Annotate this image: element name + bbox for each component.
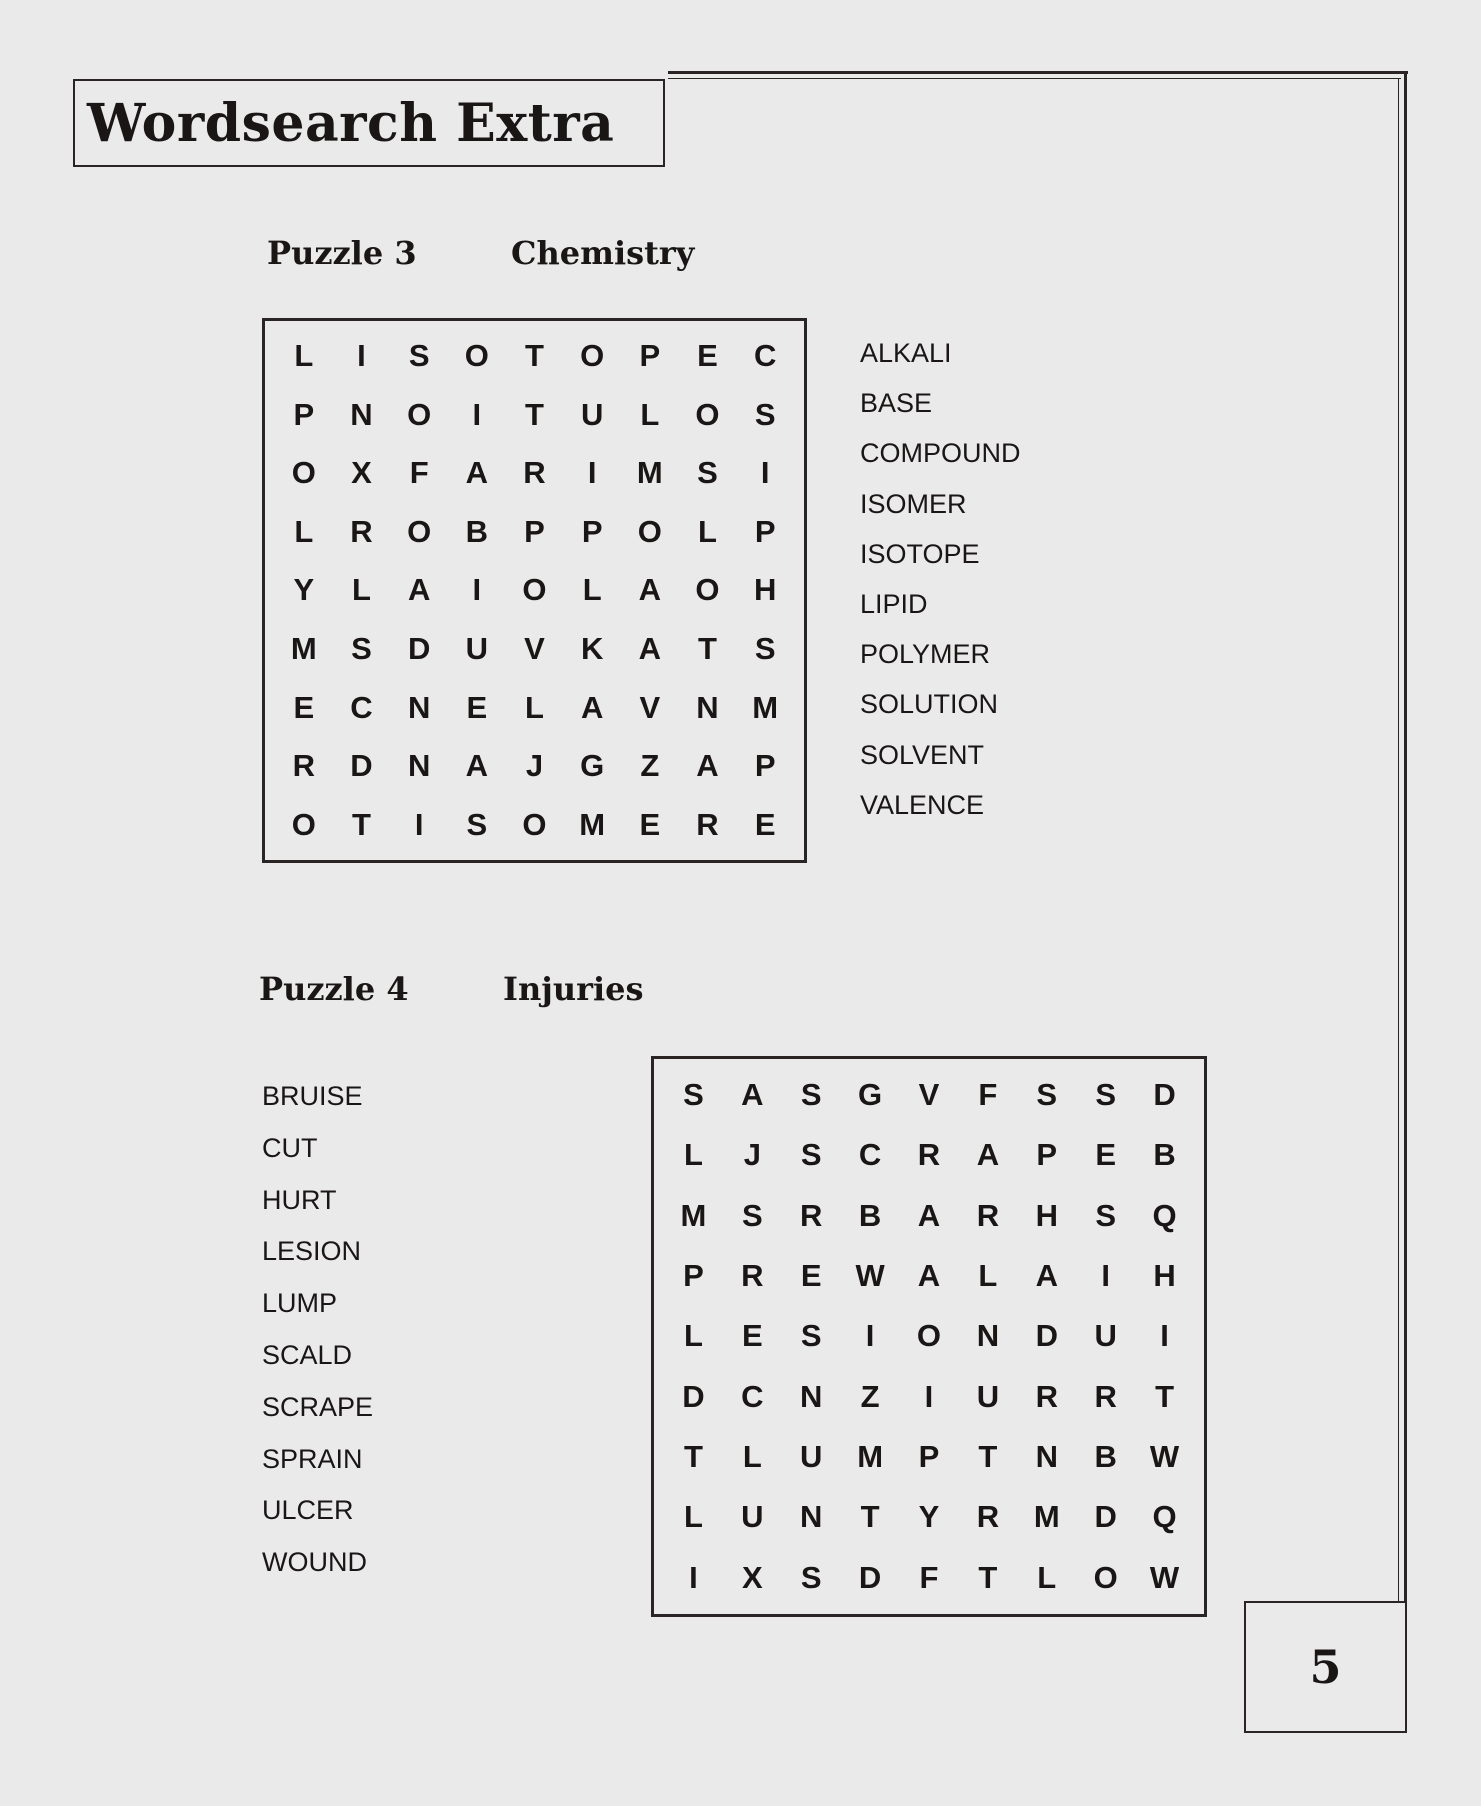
grid-letter[interactable]: S	[800, 1318, 822, 1354]
grid-letter[interactable]: U	[465, 631, 489, 667]
grid-letter[interactable]: H	[1153, 1258, 1176, 1294]
grid-letter[interactable]: N	[696, 689, 719, 725]
grid-letter[interactable]: T	[860, 1499, 880, 1535]
word-list-item: HURT	[262, 1184, 337, 1215]
grid-letter[interactable]: I	[357, 338, 366, 374]
page-frame-right-inner	[1398, 78, 1399, 1601]
word-list-item: LUMP	[262, 1288, 338, 1319]
grid-letter[interactable]: Z	[640, 748, 660, 784]
grid-letter[interactable]: S	[800, 1077, 822, 1113]
grid-letter[interactable]: S	[351, 631, 372, 667]
grid-letter[interactable]: P	[754, 748, 776, 784]
puzzle-3-topic: Chemistry	[511, 234, 695, 272]
word-list-item: SCRAPE	[262, 1391, 374, 1422]
grid-letter[interactable]: E	[800, 1258, 822, 1294]
grid-letter[interactable]: T	[525, 396, 544, 432]
grid-letter[interactable]: A	[976, 1137, 1000, 1173]
grid-letter[interactable]: N	[976, 1318, 1000, 1354]
grid-letter[interactable]: P	[524, 513, 545, 549]
grid-letter[interactable]: J	[525, 748, 544, 784]
grid-letter[interactable]: D	[1035, 1318, 1058, 1354]
grid-letter[interactable]: S	[800, 1559, 822, 1595]
grid-letter[interactable]: A	[465, 455, 489, 491]
word-list-item: SOLVENT	[860, 739, 985, 770]
grid-letter[interactable]: R	[917, 1137, 941, 1173]
grid-letter[interactable]: E	[741, 1318, 763, 1354]
grid-letter[interactable]: U	[580, 396, 604, 432]
grid-letter[interactable]: P	[581, 513, 603, 549]
grid-letter[interactable]: L	[683, 1318, 703, 1354]
grid-letter[interactable]: Y	[293, 572, 315, 608]
grid-letter[interactable]: C	[350, 689, 373, 725]
page-number: 5	[1309, 1640, 1342, 1694]
word-list-item: POLYMER	[860, 639, 991, 670]
grid-letter[interactable]: I	[414, 806, 424, 842]
grid-letter[interactable]: N	[407, 748, 431, 784]
grid-letter[interactable]: S	[800, 1137, 822, 1173]
grid-letter[interactable]: O	[580, 338, 605, 374]
page-frame-top	[668, 71, 1408, 74]
puzzle-4-grid	[651, 1056, 1207, 1617]
puzzle-4-topic: Injuries	[503, 970, 644, 1008]
grid-letter[interactable]: F	[919, 1559, 939, 1595]
grid-letter[interactable]: T	[683, 1439, 703, 1475]
grid-letter[interactable]: A	[638, 631, 662, 667]
grid-letter[interactable]: Q	[1152, 1197, 1177, 1233]
grid-letter[interactable]: L	[294, 513, 314, 549]
grid-letter[interactable]: D	[407, 631, 431, 667]
grid-letter[interactable]: W	[855, 1258, 885, 1294]
grid-letter[interactable]: O	[407, 513, 432, 549]
grid-letter[interactable]: S	[1095, 1077, 1116, 1113]
word-list-item: SCALD	[262, 1340, 353, 1370]
puzzle-3-label: Puzzle 3	[267, 234, 417, 272]
grid-letter[interactable]: A	[580, 689, 604, 725]
grid-letter[interactable]: M	[290, 631, 317, 667]
grid-letter[interactable]: L	[978, 1258, 998, 1294]
grid-letter[interactable]: D	[1153, 1077, 1176, 1113]
puzzle-4-label: Puzzle 4	[259, 970, 409, 1008]
grid-letter[interactable]: O	[522, 572, 547, 608]
grid-letter[interactable]: L	[1037, 1559, 1057, 1595]
grid-letter[interactable]: P	[639, 338, 661, 374]
grid-letter[interactable]: B	[1094, 1439, 1117, 1475]
grid-letter[interactable]: G	[580, 748, 605, 784]
word-list-item: WOUND	[262, 1547, 367, 1578]
grid-letter[interactable]: E	[293, 689, 315, 725]
grid-letter[interactable]: E	[697, 338, 718, 374]
grid-letter[interactable]: A	[741, 1077, 764, 1113]
grid-letter[interactable]: L	[742, 1439, 762, 1475]
grid-letter[interactable]: L	[683, 1137, 703, 1173]
grid-letter[interactable]: N	[407, 689, 431, 725]
grid-letter[interactable]: R	[800, 1197, 823, 1233]
grid-letter[interactable]: U	[741, 1499, 764, 1535]
word-list-item: LIPID	[860, 589, 928, 619]
grid-letter[interactable]: T	[698, 631, 717, 667]
grid-letter[interactable]: E	[754, 806, 776, 842]
page-number-box	[1244, 1601, 1407, 1733]
page-frame-top-inner	[668, 78, 1401, 79]
grid-letter[interactable]: R	[523, 455, 546, 491]
grid-letter[interactable]: I	[472, 572, 482, 608]
grid-letter[interactable]: I	[587, 455, 597, 491]
grid-letter[interactable]: E	[466, 689, 488, 725]
grid-letter[interactable]: L	[582, 572, 602, 608]
grid-letter[interactable]: E	[1095, 1137, 1116, 1173]
word-list-item: VALENCE	[860, 789, 985, 820]
grid-letter[interactable]: S	[754, 631, 776, 667]
grid-letter[interactable]: O	[464, 338, 489, 374]
grid-letter[interactable]: H	[753, 572, 777, 608]
grid-letter[interactable]: P	[754, 513, 776, 549]
grid-letter[interactable]: S	[697, 455, 718, 491]
grid-letter[interactable]: P	[1036, 1137, 1058, 1173]
grid-letter[interactable]: O	[1093, 1559, 1118, 1595]
grid-letter[interactable]: O	[522, 806, 547, 842]
grid-letter[interactable]: B	[858, 1197, 882, 1233]
puzzle-3-grid	[262, 318, 807, 863]
title-box	[73, 79, 665, 167]
grid-letter[interactable]: W	[1149, 1439, 1180, 1475]
grid-letter[interactable]: V	[524, 631, 545, 667]
grid-letter[interactable]: D	[858, 1559, 882, 1595]
grid-letter[interactable]: F	[409, 455, 429, 491]
grid-letter[interactable]: A	[917, 1197, 941, 1233]
grid-letter[interactable]: O	[637, 513, 662, 549]
grid-letter[interactable]: O	[695, 396, 720, 432]
grid-letter[interactable]: T	[1155, 1378, 1175, 1414]
grid-letter[interactable]: A	[917, 1258, 941, 1294]
grid-letter[interactable]: X	[351, 455, 372, 491]
grid-letter[interactable]: R	[696, 806, 719, 842]
grid-letter[interactable]: O	[291, 455, 316, 491]
grid-letter[interactable]: H	[1035, 1197, 1058, 1233]
grid-letter[interactable]: Q	[1152, 1499, 1177, 1535]
word-list-item: ULCER	[262, 1495, 354, 1526]
word-list-item: BRUISE	[262, 1081, 363, 1111]
grid-letter[interactable]: O	[916, 1318, 942, 1354]
grid-letter[interactable]: T	[352, 806, 371, 842]
grid-letter[interactable]: M	[579, 806, 606, 842]
grid-letter[interactable]: Y	[918, 1499, 940, 1535]
grid-letter[interactable]: A	[1035, 1258, 1058, 1294]
grid-letter[interactable]: I	[472, 396, 482, 432]
grid-letter[interactable]: A	[407, 572, 431, 608]
grid-letter[interactable]: A	[638, 572, 662, 608]
grid-letter[interactable]: U	[1094, 1318, 1117, 1354]
grid-letter[interactable]: N	[800, 1378, 823, 1414]
grid-letter[interactable]: U	[976, 1378, 1000, 1414]
grid-letter[interactable]: Z	[860, 1378, 880, 1414]
grid-letter[interactable]: L	[683, 1499, 703, 1535]
grid-letter[interactable]: S	[741, 1197, 763, 1233]
grid-letter[interactable]: I	[1101, 1258, 1110, 1294]
grid-letter[interactable]: D	[350, 748, 373, 784]
grid-letter[interactable]: C	[741, 1378, 764, 1414]
grid-letter[interactable]: N	[800, 1499, 823, 1535]
grid-letter[interactable]: R	[976, 1499, 1000, 1535]
grid-letter[interactable]: R	[976, 1197, 1000, 1233]
grid-letter[interactable]: P	[293, 396, 315, 432]
grid-letter[interactable]: L	[352, 572, 371, 608]
word-list-item: ALKALI	[860, 338, 952, 368]
grid-letter[interactable]: R	[350, 513, 373, 549]
grid-letter[interactable]: V	[918, 1077, 940, 1113]
grid-letter[interactable]: A	[696, 748, 719, 784]
word-list-item: SPRAIN	[262, 1443, 363, 1474]
grid-letter[interactable]: I	[924, 1378, 934, 1414]
grid-letter[interactable]: U	[800, 1439, 823, 1475]
grid-letter[interactable]: V	[639, 689, 661, 725]
grid-letter[interactable]: S	[466, 806, 488, 842]
grid-letter[interactable]: R	[292, 748, 316, 784]
word-list-item: ISOMER	[860, 488, 967, 519]
grid-letter[interactable]: W	[1149, 1559, 1180, 1595]
page-title: Wordsearch Extra	[87, 92, 615, 154]
grid-letter[interactable]: O	[291, 806, 316, 842]
grid-letter[interactable]: G	[858, 1077, 883, 1113]
grid-letter[interactable]: T	[525, 338, 544, 374]
word-list-item: BASE	[860, 388, 933, 419]
grid-letter[interactable]: A	[465, 748, 489, 784]
word-list-item: CUT	[262, 1132, 318, 1163]
grid-letter[interactable]: T	[978, 1559, 998, 1595]
word-list-item: LESION	[262, 1236, 362, 1267]
grid-letter[interactable]: M	[636, 455, 663, 491]
grid-letter[interactable]: O	[407, 396, 432, 432]
grid-letter[interactable]: L	[698, 513, 717, 549]
grid-letter[interactable]: M	[752, 689, 779, 725]
grid-letter[interactable]: D	[682, 1378, 705, 1414]
grid-letter[interactable]: X	[741, 1559, 763, 1595]
grid-letter[interactable]: F	[978, 1077, 998, 1113]
grid-letter[interactable]: P	[918, 1439, 940, 1475]
grid-letter[interactable]: L	[294, 338, 314, 374]
grid-letter[interactable]: O	[695, 572, 720, 608]
grid-letter[interactable]: I	[1160, 1318, 1169, 1354]
grid-letter[interactable]: K	[580, 631, 604, 667]
word-list-item: ISOTOPE	[860, 538, 980, 569]
grid-letter[interactable]: R	[1094, 1378, 1117, 1414]
word-list-item: COMPOUND	[860, 438, 1021, 469]
grid-letter[interactable]: P	[683, 1258, 704, 1294]
grid-letter[interactable]: N	[1035, 1439, 1058, 1475]
grid-letter[interactable]: B	[1153, 1137, 1176, 1173]
grid-letter[interactable]: M	[1033, 1499, 1060, 1535]
grid-letter[interactable]: S	[408, 338, 430, 374]
grid-letter[interactable]: C	[858, 1137, 882, 1173]
grid-letter[interactable]: L	[525, 689, 544, 725]
grid-letter[interactable]: T	[978, 1439, 998, 1475]
grid-letter[interactable]: R	[741, 1258, 764, 1294]
grid-letter[interactable]: R	[1035, 1378, 1058, 1414]
grid-letter[interactable]: S	[754, 396, 776, 432]
grid-letter[interactable]: L	[640, 396, 660, 432]
grid-letter[interactable]: I	[865, 1318, 875, 1354]
grid-letter[interactable]: D	[1094, 1499, 1117, 1535]
grid-letter[interactable]: N	[350, 396, 373, 432]
grid-letter[interactable]: I	[760, 455, 770, 491]
grid-letter[interactable]: B	[465, 513, 489, 549]
grid-letter[interactable]: E	[639, 806, 661, 842]
word-list-item: SOLUTION	[860, 689, 999, 720]
grid-letter[interactable]: S	[1036, 1077, 1058, 1113]
page-frame-right	[1404, 71, 1407, 1601]
grid-letter[interactable]: S	[1095, 1197, 1116, 1233]
grid-letter[interactable]: M	[680, 1197, 707, 1233]
grid-letter[interactable]: C	[753, 338, 777, 374]
grid-letter[interactable]: I	[689, 1559, 698, 1595]
grid-letter[interactable]: M	[857, 1439, 884, 1475]
grid-letter[interactable]: J	[743, 1137, 761, 1173]
grid-letter[interactable]: S	[683, 1077, 704, 1113]
